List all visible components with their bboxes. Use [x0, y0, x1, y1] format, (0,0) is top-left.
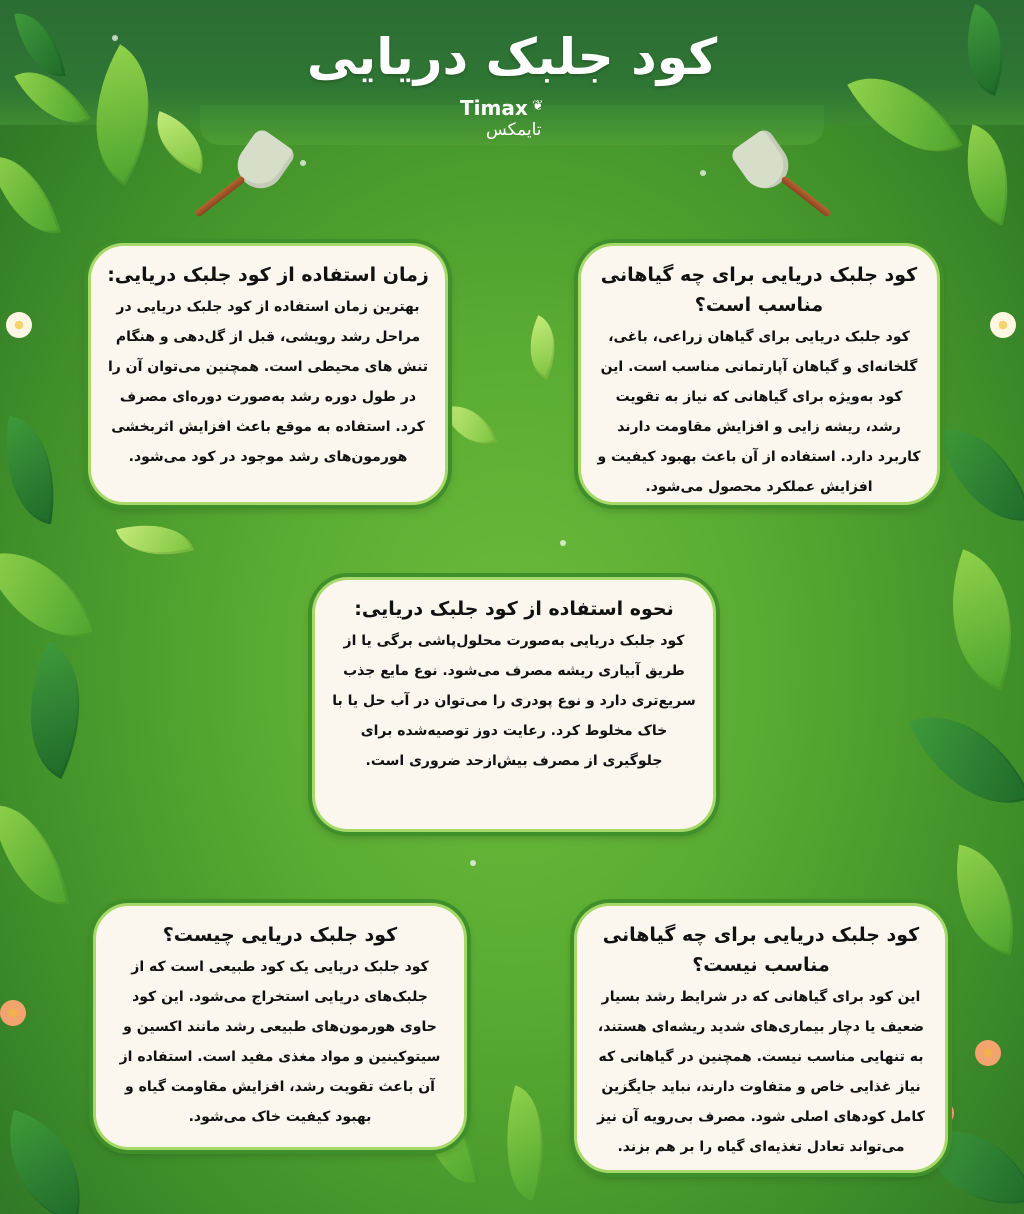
sparkle-dot — [700, 170, 706, 176]
card-heading: زمان استفاده از کود جلبک دریایی: — [107, 264, 429, 286]
card-heading: کود جلبک دریایی برای چه گیاهانی مناسب است؟ — [600, 264, 918, 316]
sparkle-dot — [470, 860, 476, 866]
page-title: کود جلبک دریایی — [306, 28, 718, 86]
card-heading: کود جلبک دریایی چیست؟ — [162, 924, 398, 946]
logo-text-fa: تایمکس — [486, 120, 542, 140]
card-body: این کود برای گیاهانی که در شرایط رشد بسیار ضعیف یا دچار بیماری‌های شدید ریشه‌ای هستند، به تنهایی مناسب نیست. همچنین در گیاهانی که نیاز غذایی خاص و متفاوت دارند، نباید جایگزین کامل کودهای اصلی شود. مصرف بی‌رویه آن نیز می‌تواند تعادل تغذیه‌ای گیاه را بر هم بزند. — [597, 989, 925, 1155]
card-what-is — [93, 903, 467, 1150]
sparkle-dot — [560, 540, 566, 546]
card-body: کود جلبک دریایی به‌صورت محلول‌پاشی برگی یا از طریق آبیاری ریشه مصرف می‌شود. نوع مایع جذب سریع‌تری دارد و نوع پودری را می‌توان در آب حل یا با خاک مخلوط کرد. رعایت دوز توصیه‌شده برای جلوگیری از مصرف بیش‌ازحد ضروری است. — [332, 633, 696, 769]
shovel-icon — [190, 135, 300, 225]
card-usage-time — [88, 243, 448, 505]
card-heading: نحوه استفاده از کود جلبک دریایی: — [354, 598, 674, 620]
shovel-icon — [730, 135, 840, 225]
card-body: بهترین زمان استفاده از کود جلبک دریایی در مراحل رشد رویشی، قبل از گل‌دهی و هنگام تنش های محیطی است. همچنین می‌توان آن را در طول دوره رشد به‌صورت دوره‌ای مصرف کرد. استفاده به موقع باعث افزایش اثربخشی هورمون‌های رشد موجود در کود می‌شود. — [107, 299, 429, 465]
card-body: کود جلبک دریایی برای گیاهان زراعی، باغی، گلخانه‌ای و گیاهان آپارتمانی مناسب است. این کود به‌ویژه برای گیاهانی که نیاز به تقویت رشد، ریشه زایی و افزایش مقاومت دارند کاربرد دارد. استفاده از آن باعث بهبود کیفیت و افزایش عملکرد محصول می‌شود. — [597, 329, 921, 495]
flower-icon — [975, 1040, 1001, 1066]
flower-icon — [6, 312, 32, 338]
card-body: کود جلبک دریایی یک کود طبیعی است که از جلبک‌های دریایی استخراج می‌شود. این کود حاوی هورمون‌های طبیعی رشد مانند اکسین و سیتوکینین و مواد مغذی مفید است. استفاده از آن باعث تقویت رشد، افزایش مقاومت گیاه و بهبود کیفیت خاک می‌شود. — [119, 959, 441, 1125]
flower-icon — [0, 1000, 26, 1026]
flower-icon — [990, 312, 1016, 338]
brand-logo — [460, 96, 570, 148]
card-how-to-use — [312, 577, 716, 832]
leaf-cup-icon: ❦ — [532, 98, 544, 114]
sparkle-dot — [300, 160, 306, 166]
card-not-suitable-plants — [574, 903, 948, 1173]
card-heading: کود جلبک دریایی برای چه گیاهانی مناسب نیست؟ — [602, 924, 920, 976]
card-suitable-plants — [578, 243, 940, 505]
logo-text-en: Timax — [460, 96, 528, 120]
